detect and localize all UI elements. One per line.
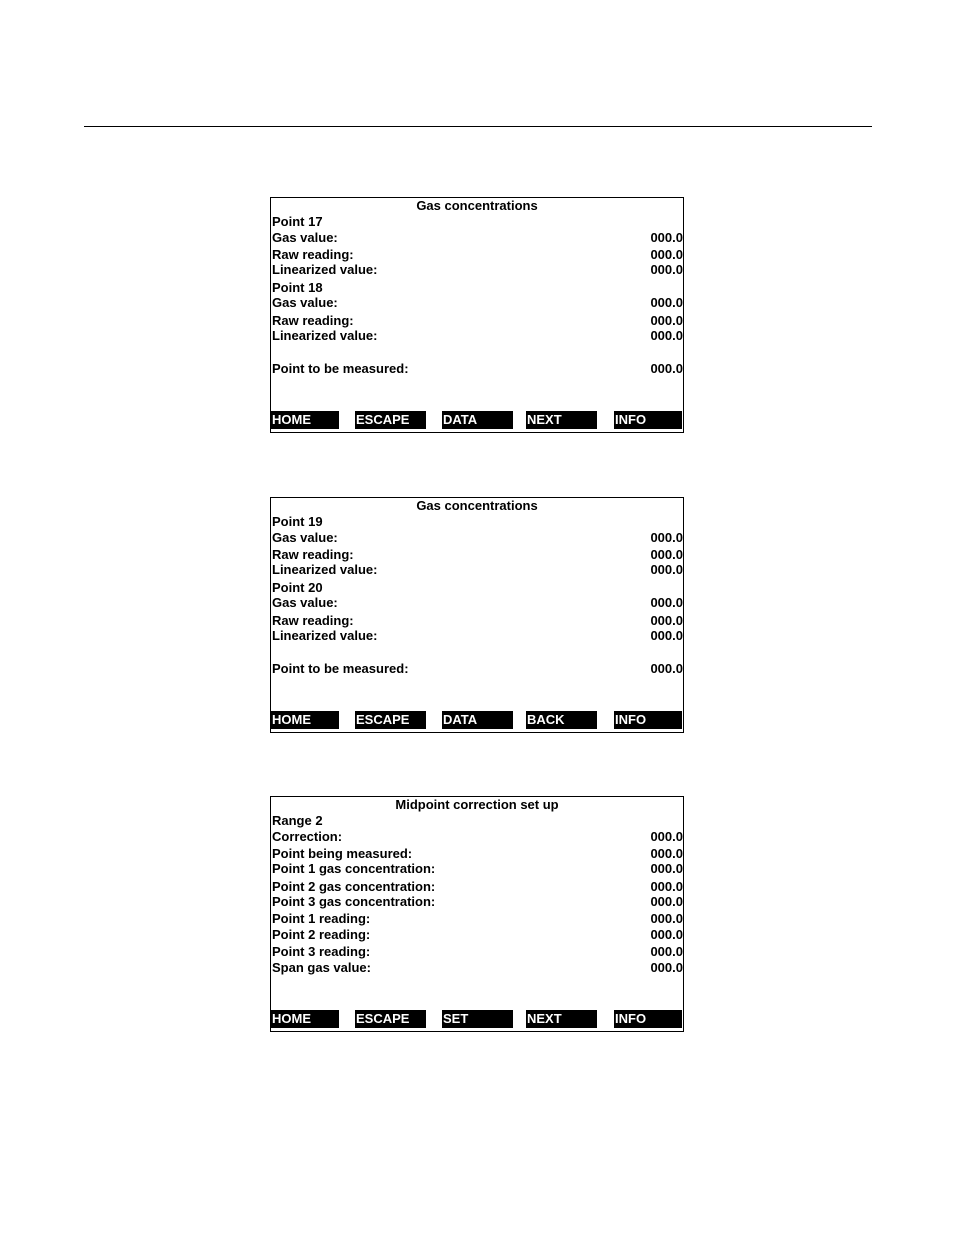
data-row: [272, 562, 683, 578]
row-value: 000.0: [650, 562, 683, 577]
data-row: [272, 361, 683, 377]
row-label: Point 3 reading:: [272, 944, 371, 959]
home-softkey[interactable]: HOME: [271, 711, 339, 729]
next-softkey[interactable]: NEXT: [526, 411, 597, 429]
row-label: Linearized value:: [272, 262, 378, 277]
softkey-bar: [271, 711, 683, 729]
screen-title: Gas concentrations: [416, 498, 538, 513]
data-row: [272, 944, 683, 960]
data-row: [272, 328, 683, 344]
row-label: Raw reading:: [272, 313, 354, 328]
row-label: Linearized value:: [272, 328, 378, 343]
data-row: [272, 230, 683, 246]
screen-gas-concentrations-17-18: [270, 197, 684, 433]
data-row: [272, 960, 683, 976]
data-row: [272, 530, 683, 546]
info-softkey[interactable]: INFO: [614, 411, 682, 429]
data-row: [272, 247, 683, 263]
row-label: Gas value:: [272, 595, 338, 610]
row-value: 000.0: [650, 829, 683, 844]
row-value: 000.0: [650, 547, 683, 562]
data-row: [272, 514, 683, 530]
row-value: 000.0: [650, 911, 683, 926]
data-row: [272, 547, 683, 563]
row-label: Point 2 reading:: [272, 927, 371, 942]
data-softkey[interactable]: DATA: [442, 411, 513, 429]
row-label: Raw reading:: [272, 247, 354, 262]
data-row: [272, 829, 683, 845]
row-label: Linearized value:: [272, 628, 378, 643]
screen-title: Gas concentrations: [416, 198, 538, 213]
row-value: 000.0: [650, 313, 683, 328]
row-value: 000.0: [650, 894, 683, 909]
row-label: Gas value:: [272, 530, 338, 545]
data-row: [272, 280, 683, 296]
data-row: [272, 628, 683, 644]
softkey-bar: [271, 1010, 683, 1028]
data-row: [272, 813, 683, 829]
data-row: [272, 214, 683, 230]
row-label: Point 2 gas concentration:: [272, 879, 436, 894]
back-softkey[interactable]: BACK: [526, 711, 597, 729]
row-label: Raw reading:: [272, 547, 354, 562]
set-softkey[interactable]: SET: [442, 1010, 513, 1028]
row-value: 000.0: [650, 295, 683, 310]
row-value: 000.0: [650, 530, 683, 545]
row-value: 000.0: [650, 613, 683, 628]
data-row: [272, 313, 683, 329]
row-label: Point 18: [272, 280, 323, 295]
row-label: Point 3 gas concentration:: [272, 894, 436, 909]
row-label: Gas value:: [272, 295, 338, 310]
header-rule: [84, 126, 872, 127]
data-row: [272, 595, 683, 611]
escape-softkey[interactable]: ESCAPE: [355, 411, 426, 429]
data-softkey[interactable]: DATA: [442, 711, 513, 729]
row-value: 000.0: [650, 846, 683, 861]
row-label: Gas value:: [272, 230, 338, 245]
row-value: 000.0: [650, 879, 683, 894]
softkey-bar: [271, 411, 683, 429]
row-label: Span gas value:: [272, 960, 371, 975]
row-value: 000.0: [650, 661, 683, 676]
row-label: Point 1 gas concentration:: [272, 861, 436, 876]
data-row: [272, 927, 683, 943]
row-label: Point to be measured:: [272, 361, 409, 376]
row-value: 000.0: [650, 328, 683, 343]
data-row: [272, 911, 683, 927]
row-value: 000.0: [650, 247, 683, 262]
row-value: 000.0: [650, 595, 683, 610]
escape-softkey[interactable]: ESCAPE: [355, 1010, 426, 1028]
screen-midpoint-correction-setup: [270, 796, 684, 1032]
screen-title: Midpoint correction set up: [395, 797, 559, 812]
data-row: [272, 344, 683, 360]
data-row: [272, 894, 683, 910]
row-label: Point 19: [272, 514, 323, 529]
row-label: Point 20: [272, 580, 323, 595]
data-row: [272, 879, 683, 895]
row-label: Linearized value:: [272, 562, 378, 577]
screen-gas-concentrations-19-20: [270, 497, 684, 733]
row-label: Point 17: [272, 214, 323, 229]
next-softkey[interactable]: NEXT: [526, 1010, 597, 1028]
row-label: Point to be measured:: [272, 661, 409, 676]
row-value: 000.0: [650, 944, 683, 959]
data-row: [272, 580, 683, 596]
row-value: 000.0: [650, 361, 683, 376]
data-row: [272, 661, 683, 677]
row-value: 000.0: [650, 230, 683, 245]
data-row: [272, 262, 683, 278]
data-row: [272, 846, 683, 862]
data-row: [272, 295, 683, 311]
row-label: Range 2: [272, 813, 323, 828]
row-value: 000.0: [650, 927, 683, 942]
data-row: [272, 613, 683, 629]
row-label: Point 1 reading:: [272, 911, 371, 926]
home-softkey[interactable]: HOME: [271, 1010, 339, 1028]
row-label: Correction:: [272, 829, 343, 844]
data-row: [272, 644, 683, 660]
escape-softkey[interactable]: ESCAPE: [355, 711, 426, 729]
info-softkey[interactable]: INFO: [614, 1010, 682, 1028]
row-label: Point being measured:: [272, 846, 413, 861]
row-value: 000.0: [650, 861, 683, 876]
row-value: 000.0: [650, 628, 683, 643]
data-row: [272, 861, 683, 877]
info-softkey[interactable]: INFO: [614, 711, 682, 729]
row-label: Raw reading:: [272, 613, 354, 628]
home-softkey[interactable]: HOME: [271, 411, 339, 429]
row-value: 000.0: [650, 960, 683, 975]
row-value: 000.0: [650, 262, 683, 277]
